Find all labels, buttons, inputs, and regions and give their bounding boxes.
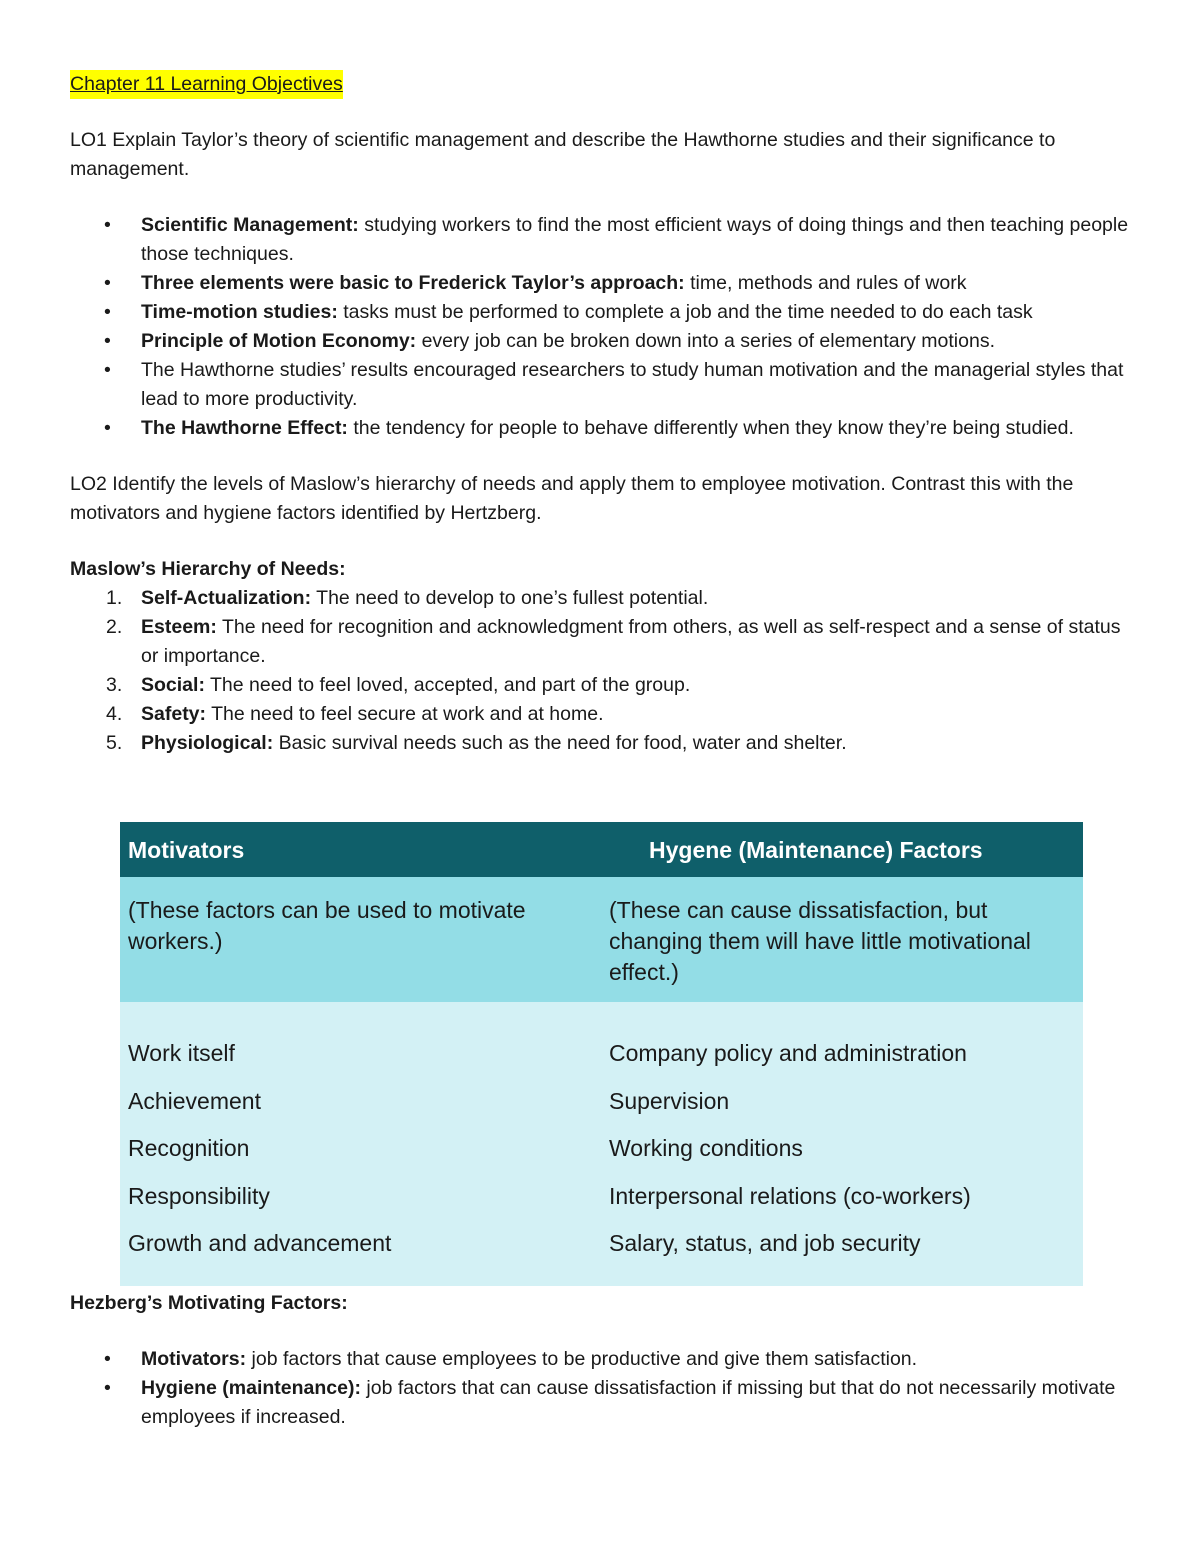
bullet-icon: •	[104, 359, 111, 381]
herzberg-heading: Hezberg’s Motivating Factors:	[70, 1292, 348, 1314]
list-item: • The Hawthorne Effect: the tendency for people to behave differently when they know they’re being studied.	[70, 414, 1140, 443]
motivators-description: (These factors can be used to motivate workers.)	[128, 897, 526, 954]
table-row: Recognition Working conditions	[128, 1135, 803, 1161]
list-item: 2. Esteem: The need for recognition and acknowledgment from others, as well as self-respect and a sense of status or importance.	[106, 616, 1121, 667]
list-item: • The Hawthorne studies’ results encouraged researchers to study human motivation and the managerial styles that lead to more productivity.	[70, 356, 1140, 414]
table-row: Achievement Supervision	[128, 1087, 730, 1114]
bullet-icon: •	[104, 1348, 111, 1370]
table-header	[120, 822, 1083, 877]
table-body	[120, 1040, 1083, 1278]
document-body	[70, 70, 1140, 758]
lo1-heading: LO1 Explain Taylor’s theory of scientific management and describe the Hawthorne studies and their significance to management.	[70, 129, 1056, 180]
list-item: 5. Physiological: Basic survival needs such as the need for food, water and shelter.	[106, 732, 847, 754]
bullet-icon: •	[104, 214, 111, 236]
header-hygiene: Hygene (Maintenance) Factors	[649, 837, 983, 863]
lo1-bullet-list	[70, 211, 1140, 443]
list-item: • Hygiene (maintenance): job factors that can cause dissatisfaction if missing but that do not necessarily motivate employees if increased.	[70, 1374, 1140, 1432]
hygiene-description: (These can cause dissatisfaction, but changing them will have little motivational effect.)	[609, 897, 1031, 985]
page-title: Chapter 11 Learning Objectives	[70, 70, 343, 99]
bullet-icon: •	[104, 330, 111, 352]
bullet-icon: •	[104, 272, 111, 294]
bullet-icon: •	[104, 417, 111, 439]
table-row: Growth and advancement Salary, status, and job security	[128, 1230, 921, 1256]
list-item: • Three elements were basic to Frederick Taylor’s approach: time, methods and rules of work	[70, 269, 1140, 298]
motivators-hygiene-table	[120, 822, 1083, 1286]
maslow-heading: Maslow’s Hierarchy of Needs:	[70, 558, 346, 580]
list-item: • Time-motion studies: tasks must be performed to complete a job and the time needed to do each task	[70, 298, 1140, 327]
list-item: • Principle of Motion Economy: every job can be broken down into a series of elementary motions.	[70, 327, 1140, 356]
list-item: 3. Social: The need to feel loved, accepted, and part of the group.	[106, 674, 691, 696]
header-motivators: Motivators	[128, 837, 245, 863]
list-item: • Motivators: job factors that cause employees to be productive and give them satisfaction.	[70, 1345, 1140, 1374]
bullet-icon: •	[104, 1377, 111, 1399]
list-item: 1. Self-Actualization: The need to develop to one’s fullest potential.	[106, 587, 709, 609]
table-description-row	[120, 877, 1083, 1002]
maslow-needs-list	[70, 584, 1140, 758]
table-row: Responsibility Interpersonal relations (co-workers)	[128, 1182, 971, 1209]
herzberg-bullet-list	[70, 1345, 1140, 1432]
table-row: Work itself Company policy and administration	[128, 1040, 967, 1066]
list-item: • Scientific Management: studying workers to find the most efficient ways of doing things and then teaching people those techniques.	[70, 211, 1140, 269]
herzberg-section	[70, 1289, 1140, 1432]
lo2-heading: LO2 Identify the levels of Maslow’s hierarchy of needs and apply them to employee motivation. Contrast this with the motivators and hygiene factors identified by Hertzberg.	[70, 473, 1074, 524]
bullet-icon: •	[104, 301, 111, 323]
list-item: 4. Safety: The need to feel secure at work and at home.	[106, 703, 604, 725]
